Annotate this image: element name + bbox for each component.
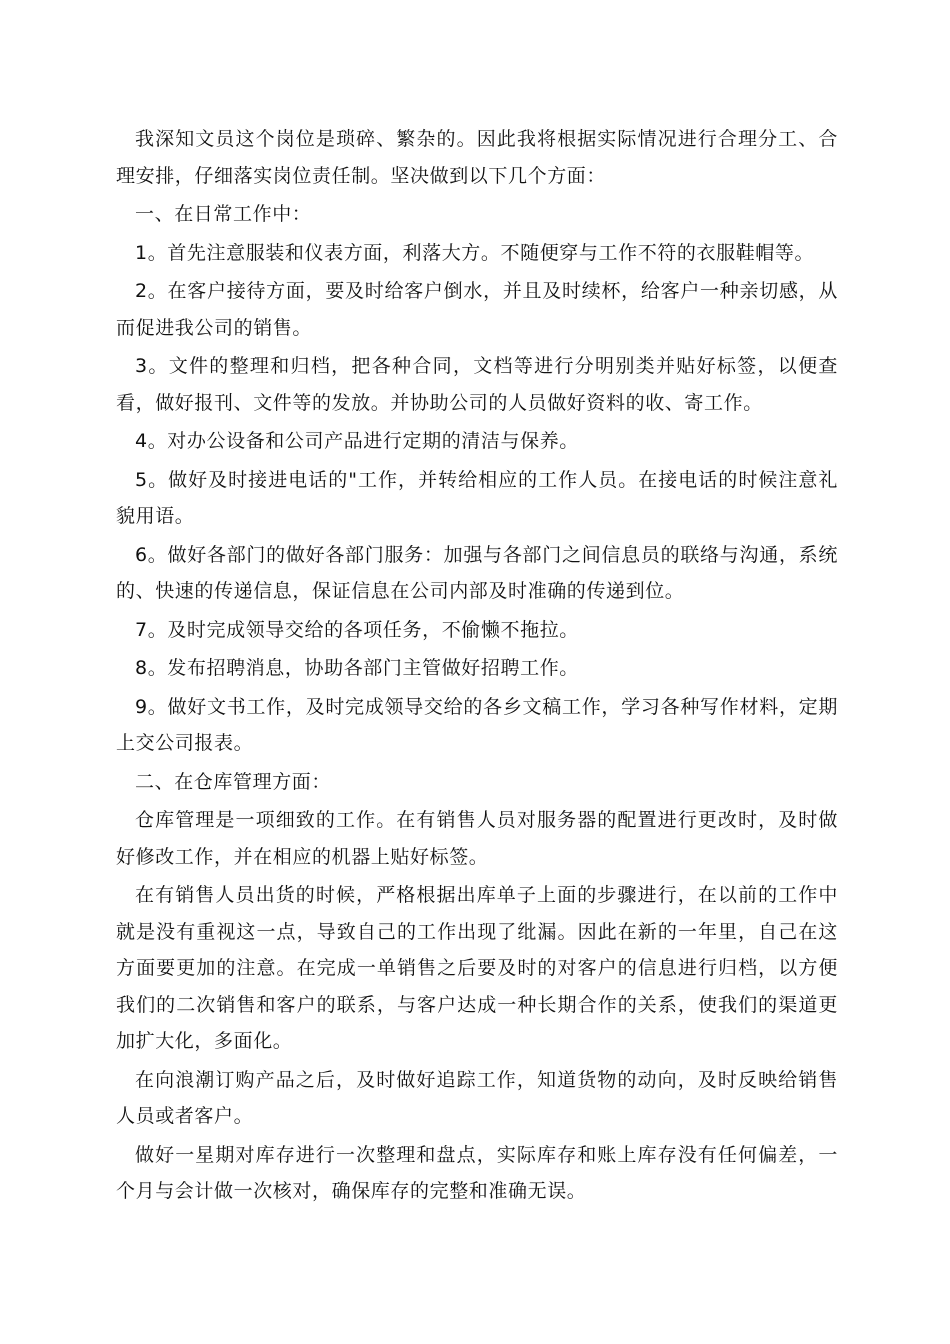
- list-item-6: 6。做好各部门的做好各部门服务：加强与各部门之间信息员的联络与沟通，系统的、快速的传递信息，保证信息在公司内部及时准确的传递到位。: [116, 543, 838, 602]
- section-heading-warehouse: 二、在仓库管理方面：: [135, 770, 332, 793]
- list-item-7: 7。及时完成领导交给的各项任务，不偷懒不拖拉。: [135, 618, 579, 641]
- document-body: [116, 121, 838, 1212]
- paragraph-warehouse-2: 在有销售人员出货的时候，严格根据出库单子上面的步骤进行，在以前的工作中就是没有重视这一点，导致自己的工作出现了纰漏。因此在新的一年里，自己在这方面要更加的注意。在完成一单销售之后要及时的对客户的信息进行归档，以方便我们的二次销售和客户的联系，与客户达成一种长期合作的关系，使我们的渠道更加扩大化，多面化。: [116, 884, 838, 1052]
- paragraph-warehouse-4: 做好一星期对库存进行一次整理和盘点，实际库存和账上库存没有任何偏差，一个月与会计做一次核对，确保库存的完整和准确无误。: [116, 1143, 838, 1202]
- list-item-5: 5。做好及时接进电话的"工作，并转给相应的工作人员。在接电话的时候注意礼貌用语。: [116, 468, 838, 527]
- list-item-1: 1。首先注意服装和仪表方面，利落大方。不随便穿与工作不符的衣服鞋帽等。: [135, 241, 815, 264]
- paragraph-warehouse-3: 在向浪潮订购产品之后，及时做好追踪工作，知道货物的动向，及时反映给销售人员或者客户。: [116, 1068, 838, 1127]
- list-item-8: 8。发布招聘消息，协助各部门主管做好招聘工作。: [135, 657, 579, 679]
- list-item-9: 9。做好文书工作，及时完成领导交给的各乡文稿工作，学习各种写作材料，定期上交公司报表。: [116, 695, 838, 754]
- list-item-4: 4。对办公设备和公司产品进行定期的清洁与保养。: [135, 430, 579, 452]
- paragraph-intro: 我深知文员这个岗位是琐碎、繁杂的。因此我将根据实际情况进行合理分工、合理安排，仔细落实岗位责任制。坚决做到以下几个方面：: [116, 128, 838, 187]
- paragraph-warehouse-1: 仓库管理是一项细致的工作。在有销售人员对服务器的配置进行更改时，及时做好修改工作，并在相应的机器上贴好标签。: [116, 809, 838, 868]
- list-item-2: 2。在客户接待方面，要及时给客户倒水，并且及时续杯，给客户一种亲切感，从而促进我公司的销售。: [116, 280, 838, 339]
- list-item-3: 3。文件的整理和归档，把各种合同，文档等进行分明别类并贴好标签，以便查看，做好报刊、文件等的发放。并协助公司的人员做好资料的收、寄工作。: [116, 355, 838, 414]
- section-heading-daily-work: 一、在日常工作中：: [135, 203, 312, 225]
